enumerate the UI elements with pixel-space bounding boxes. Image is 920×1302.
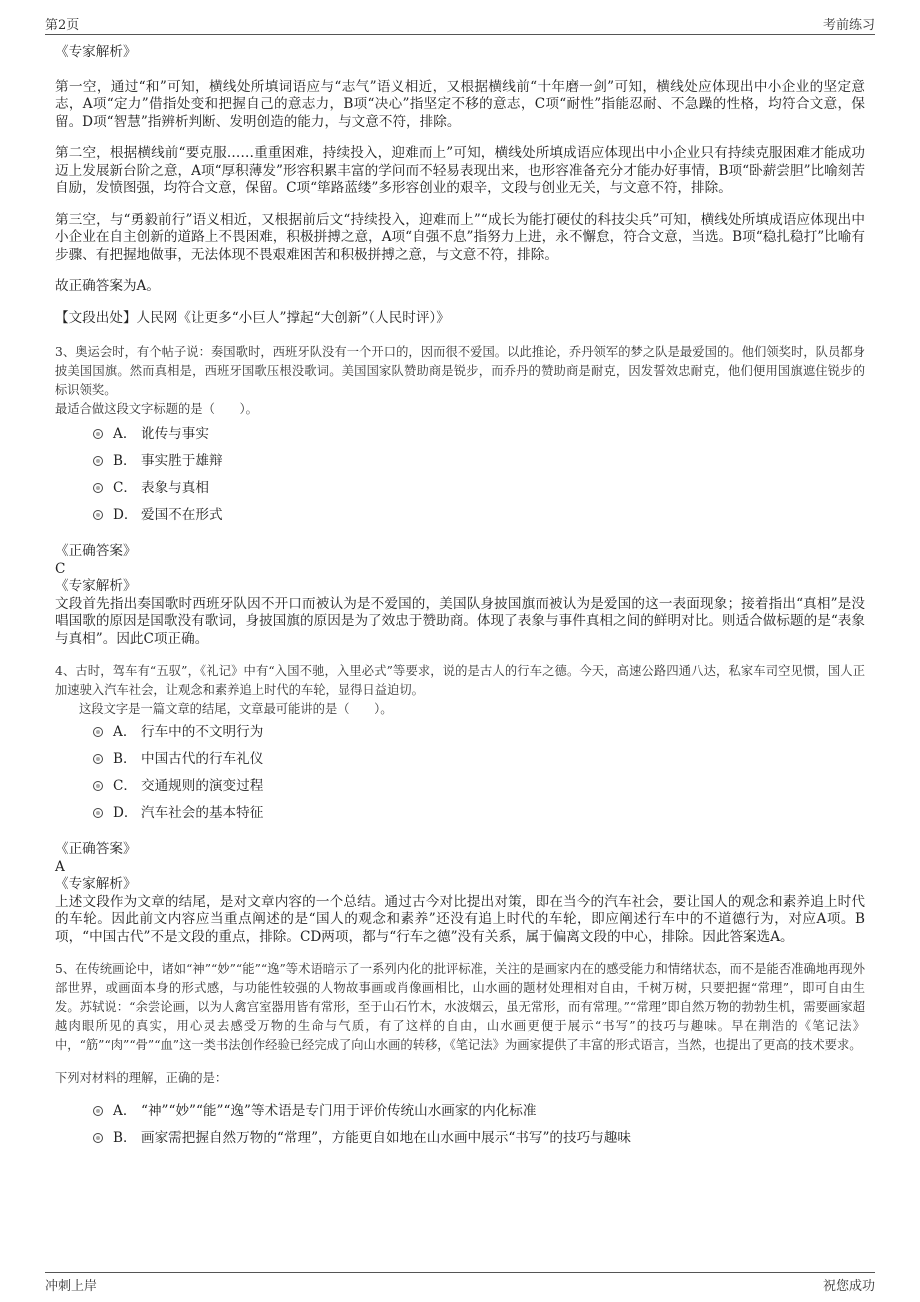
q5-prompt: 下列对材料的理解，正确的是： (55, 1071, 228, 1085)
q4-prompt: 这段文字是一篇文章的结尾，文章最可能讲的是（ ）。 (79, 702, 393, 716)
q4-text: 4、古时，驾车有“五驭”，《礼记》中有“入国不驰，入里必式”等要求，说的是古人的行车之德。今天，高速公路四通八达，私家车司空见惯，国人正加速驶入汽车社会，让观念和素养追上时代的车轮，显得日益迫切。 (55, 664, 865, 697)
q4-option-d[interactable]: D． 汽车社会的基本特征 (55, 800, 865, 827)
radio-icon[interactable] (93, 808, 103, 818)
radio-icon[interactable] (93, 1133, 103, 1143)
q4-options (55, 719, 865, 827)
prev-analysis-paragraph-1: 第一空，通过“和”可知，横线处所填词语应与“志气”语义相近，又根据横线前“十年磨一剑”可知，横线处应体现出中小企业的坚定意志，A项“定力”借指处变和把握自己的意志力，B项“决心”指坚定不移的意志，C项“耐性”指能忍耐、不急躁的性格，均符合文意，保留。D项“智慧”指辨析判断、发明创造的能力，与文意不符，排除。 (55, 78, 865, 130)
q3-options (55, 421, 865, 529)
page-number: 第2页 (45, 18, 80, 33)
radio-icon[interactable] (93, 510, 103, 520)
prev-analysis-source: 【文段出处】人民网《让更多“小巨人”撑起“大创新”（人民时评）》 (55, 309, 450, 326)
page-footer (45, 1272, 875, 1293)
page-content (55, 44, 865, 1152)
q3-answer: C (55, 560, 66, 577)
radio-icon[interactable] (93, 483, 103, 493)
radio-icon[interactable] (93, 754, 103, 764)
q4-answer-label: 《正确答案》 (55, 841, 137, 857)
q3-analysis-label: 《专家解析》 (55, 578, 137, 594)
prev-analysis-label: 《专家解析》 (55, 44, 137, 60)
footer-left: 冲刺上岸 (45, 1279, 98, 1294)
radio-icon[interactable] (93, 1106, 103, 1116)
radio-icon[interactable] (93, 727, 103, 737)
prev-analysis-paragraph-3: 第三空，与“勇毅前行”语义相近，又根据前后文“持续投入，迎难而上”“成长为能打硬仗的科技尖兵”可知，横线处所填成语应体现出中小企业在自主创新的道路上不畏困难，积极拼搏之意，A项“自强不息”指努力上进，永不懈怠，符合文意，当选。B项“稳扎稳打”比喻有步骤、有把握地做事，无法体现不畏艰难困苦和积极拼搏之意，与文意不符，排除。 (55, 211, 865, 263)
q3-option-d[interactable]: D． 爱国不在形式 (55, 502, 865, 529)
radio-icon[interactable] (93, 429, 103, 439)
q5-option-a[interactable]: A． “神”“妙”“能”“逸”等术语是专门用于评价传统山水画家的内化标准 (55, 1098, 865, 1125)
q4-analysis-label: 《专家解析》 (55, 876, 137, 892)
prev-analysis-paragraph-2: 第二空，根据横线前“要克服……重重困难，持续投入，迎难而上”可知，横线处所填成语应体现出中小企业只有持续克服困难才能成功迈上发展新台阶之意，A项“厚积薄发”形容积累丰富的学问而不轻易表现出来，也形容准备充分才能办好事情，B项“卧薪尝胆”比喻刻苦自励，发愤图强，均符合文意，保留。C项“筚路蓝缕”多形容创业的艰辛，文段与创业无关，与文意不符，排除。 (55, 145, 865, 196)
q3-analysis: 文段首先指出奏国歌时西班牙队因不开口而被认为是不爱国的，美国队身披国旗而被认为是爱国的这一表面现象；接着指出“真相”是没唱国歌的原因是国歌没有歌词，身披国旗的原因是为了效忠于赞助商。体现了表象与事件真相之间的鲜明对比。则适合做标题的是“表象与真相”。因此C项正确。 (55, 595, 865, 647)
prev-analysis-conclusion: 故正确答案为A。 (55, 278, 160, 294)
q4-option-c[interactable]: C． 交通规则的演变过程 (55, 773, 865, 800)
q4-option-b[interactable]: B． 中国古代的行车礼仪 (55, 746, 865, 773)
radio-icon[interactable] (93, 456, 103, 466)
q4-analysis: 上述文段作为文章的结尾，是对文章内容的一个总结。通过古今对比提出对策，即在当今的汽车社会，要让国人的观念和素养追上时代的车轮。因此前文内容应当重点阐述的是“国人的观念和素养”还没有追上时代的车轮，即应阐述行车中的不道德行为，对应A项。B项，“中国古代”不是文段的重点，排除。CD两项，都与“行车之德”没有关系，属于偏离文段的中心，排除。因此答案选A。 (55, 893, 865, 945)
q3-answer-label: 《正确答案》 (55, 543, 137, 559)
q5-text: 5、在传统画论中，诸如“神”“妙”“能”“逸”等术语暗示了一系列内化的批评标准，关注的是画家内在的感受能力和情绪状态，而不是能否准确地再现外部世界，或画面本身的形式感，与功能性较强的人物故事画或肖像画相比，山水画的题材处理相对自由，千树万树，只要把握“常理”，即可自由生发。苏轼说：“余尝论画，以为人禽宫室器用皆有常形，至于山石竹木，水波烟云，虽无常形，而有常理。”“常理”即自然万物的勃勃生机，需要画家超越肉眼所见的真实，用心灵去感受万物的生命与气质，有了这样的自由，山水画更便于展示“书写”的技巧与趣味。早在荆浩的《笔记法》中，“筋”“肉”“骨”“血”这一类书法创作经验已经完成了向山水画的转移，《笔记法》为画家提供了丰富的形式语言，当然，也提出了更高的技术要求。 (55, 962, 865, 1052)
radio-icon[interactable] (93, 781, 103, 791)
q3-prompt: 最适合做这段文字标题的是（ ）。 (55, 402, 258, 416)
q3-text: 3、奥运会时，有个帖子说：奏国歌时，西班牙队没有一个开口的，因而很不爱国。以此推论，乔丹领军的梦之队是最爱国的。他们领奖时，队员都身披美国国旗。然而真相是，西班牙国歌压根没歌词。美国国家队赞助商是锐步，而乔丹的赞助商是耐克，因发誓效忠耐克，他们便用国旗遮住锐步的标识领奖。 (55, 345, 865, 397)
q4-option-a[interactable]: A． 行车中的不文明行为 (55, 719, 865, 746)
header-title: 考前练习 (822, 18, 875, 33)
q5-options (55, 1098, 865, 1152)
q3-option-c[interactable]: C． 表象与真相 (55, 475, 865, 502)
q5-option-b[interactable]: B． 画家需把握自然万物的“常理”，方能更自如地在山水画中展示“书写”的技巧与趣味 (55, 1125, 865, 1152)
q4-answer: A (55, 858, 65, 875)
q3-option-a[interactable]: A． 讹传与事实 (55, 421, 865, 448)
page-header (45, 14, 875, 35)
footer-right: 祝您成功 (822, 1279, 875, 1294)
q3-option-b[interactable]: B． 事实胜于雄辩 (55, 448, 865, 475)
